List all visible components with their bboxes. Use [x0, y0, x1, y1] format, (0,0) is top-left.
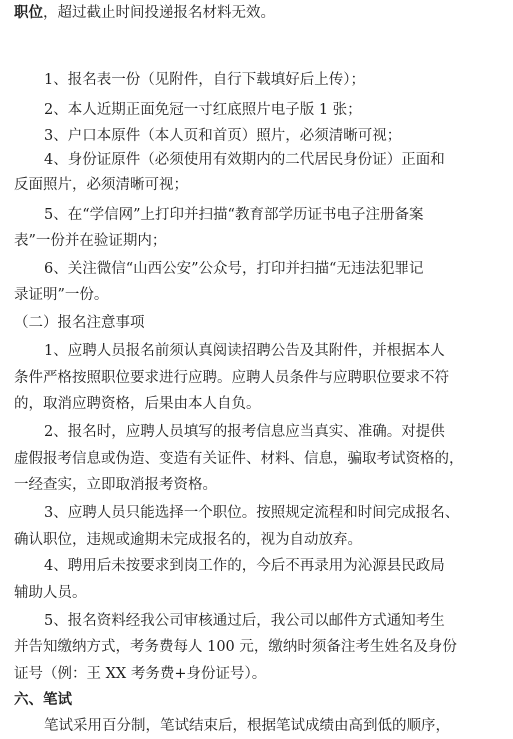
- note-4: 4、聘用后未按要求到岗工作的，今后不再录用为沁源县民政局: [44, 558, 445, 574]
- note-2-cont-1: 虚假报考信息或伪造、变造有关证件、材料、信息，骗取考试资格的，: [14, 451, 464, 467]
- requirement-3: 3、户口本原件（本人页和首页）照片，必须清晰可视；: [44, 128, 402, 144]
- position-bold-label: 职位: [14, 4, 43, 21]
- note-3: 3、应聘人员只能选择一个职位。按照规定流程和时间完成报名、: [44, 505, 460, 521]
- written-exam-text: 笔试采用百分制，笔试结束后，根据笔试成绩由高到低的顺序，: [44, 718, 450, 734]
- section-heading-written-exam: 六、笔试: [14, 691, 72, 708]
- requirement-5-cont: 表”一份并在验证期内；: [14, 233, 167, 249]
- note-1-cont-1: 条件严格按照职位要求进行应聘。应聘人员条件与应聘职位要求不符: [14, 370, 449, 386]
- note-1-cont-2: 的，取消应聘资格，后果由本人自负。: [14, 396, 261, 412]
- requirement-4: 4、身份证原件（必须使用有效期内的二代居民身份证）正面和: [44, 152, 445, 168]
- note-5-cont-2: 证号（例：王 XX 考务费+身份证号）。: [14, 666, 267, 682]
- requirement-1: 1、报名表一份（见附件，自行下载填好后上传）；: [44, 72, 365, 88]
- note-2: 2、报名时，应聘人员填写的报考信息应当真实、准确。对提供: [44, 424, 445, 440]
- requirement-5: 5、在“学信网”上打印并扫描“教育部学历证书电子注册备案: [44, 207, 424, 223]
- text-line-0: [14, 3, 275, 23]
- note-3-cont: 确认职位，违规或逾期未完成报名的，视为自动放弃。: [14, 532, 362, 548]
- requirement-2: 2、本人近期正面免冠一寸红底照片电子版 1 张；: [44, 102, 362, 118]
- requirement-6: 6、关注微信“山西公安”公众号，打印并扫描“无违法犯罪记: [44, 261, 424, 277]
- section-heading-notes: （二）报名注意事项: [14, 315, 145, 331]
- note-4-cont: 辅助人员。: [14, 585, 87, 601]
- note-5: 5、报名资料经我公司审核通过后，我公司以邮件方式通知考生: [44, 613, 445, 629]
- requirement-4-cont: 反面照片，必须清晰可视；: [14, 177, 188, 193]
- requirement-6-cont: 录证明”一份。: [14, 287, 109, 303]
- note-2-cont-2: 一经查实，立即取消报考资格。: [14, 477, 217, 493]
- deadline-notice-text: ，超过截止时间投递报名材料无效。: [43, 5, 275, 21]
- note-5-cont-1: 并告知缴纳方式，考务费每人 100 元，缴纳时须备注考生姓名及身份: [14, 639, 457, 655]
- note-1: 1、应聘人员报名前须认真阅读招聘公告及其附件，并根据本人: [44, 343, 445, 359]
